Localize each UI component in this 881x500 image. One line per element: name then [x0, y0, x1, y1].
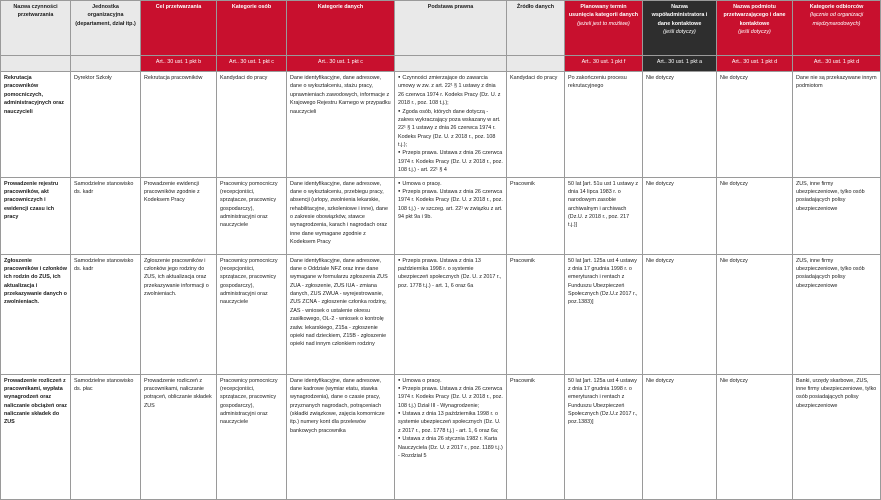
- header-recipients: Kategorie odbiorców (łącznie od organizacji międzynarodowych): [793, 1, 881, 56]
- art-cell: Art.. 30 ust. 1 pkt d: [717, 56, 793, 72]
- art-cell: Art.. 30 ust. 1 pkt f: [565, 56, 643, 72]
- cell-legal-basis[interactable]: [395, 177, 507, 254]
- table-row: [1, 177, 881, 254]
- art-cell: [71, 56, 141, 72]
- cell-legal-basis[interactable]: [395, 72, 507, 178]
- article-row: [1, 56, 881, 72]
- cell-process[interactable]: Zgłoszenie pracowników i członków ich rodzin do ZUS, ich aktualizacja i przekazywanie danych o zwolnieniach.: [1, 254, 71, 374]
- cell-recipients[interactable]: Dane nie są przekazywane innym podmiotom: [793, 72, 881, 178]
- cell-processor[interactable]: Nie dotyczy: [717, 72, 793, 178]
- art-cell: Art.. 30 ust. 1 pkt d: [793, 56, 881, 72]
- header-data-categories: Kategorie danych: [287, 1, 395, 56]
- art-cell: Art.. 30 ust. 1 pkt c: [217, 56, 287, 72]
- cell-persons[interactable]: Pracownicy pomocniczy (recepcjoniści, sprzątacze, pracownicy gospodarczy), administracyjni oraz nauczyciele: [217, 177, 287, 254]
- cell-data-categories[interactable]: Dane identyfikacyjne, dane adresowe, dane o wykształceniu, stażu pracy, uprawnieniach zawodowych, informacje z Krajowego Rejestru Karnego w przypadku nauczycieli: [287, 72, 395, 178]
- header-deletion: Planowany termin usunięcia kategorii danych (jeżeli jest to możliwe): [565, 1, 643, 56]
- header-coadmin: Nazwa współadministratora i dane kontaktowe (jeśli dotyczy): [643, 1, 717, 56]
- header-row: [1, 1, 881, 56]
- legal-item: ● Zgoda osób, których dane dotyczą - zakres wykraczający poza wskazany w art. 22¹ § 1 ustawy z dnia 26 czerwca 1974 r. Kodeks Pracy (Dz. U. z 2018 r., poz. 108 t.j.);: [398, 108, 503, 150]
- art-cell: [395, 56, 507, 72]
- cell-recipients[interactable]: Banki, urzędy skarbowe, ZUS, inne firmy ubezpieczeniowe, tylko osób posiadających polisy ubezpieczeniowe: [793, 374, 881, 499]
- art-cell: [507, 56, 565, 72]
- cell-coadmin[interactable]: Nie dotyczy: [643, 177, 717, 254]
- cell-persons[interactable]: Kandydaci do pracy: [217, 72, 287, 178]
- cell-process[interactable]: Prowadzenie rozliczeń z pracownikami, wypłata wynagrodzeń oraz naliczanie obciążeń oraz naliczanie składek do ZUS: [1, 374, 71, 499]
- cell-coadmin[interactable]: Nie dotyczy: [643, 374, 717, 499]
- art-cell: Art.. 30 ust. 1 pkt c: [287, 56, 395, 72]
- header-unit: Jednostka organizacyjna (departament, dział itp.): [71, 1, 141, 56]
- header-persons: Kategorie osób: [217, 1, 287, 56]
- legal-item: ● Przepis prawa. Ustawa z dnia 13 października 1998 r. o systemie ubezpieczeń społecznych (Dz. U. z 2017 r., poz. 1778 t.j.) - art. 1, 6 oraz 6a: [398, 257, 503, 291]
- cell-coadmin[interactable]: Nie dotyczy: [643, 254, 717, 374]
- cell-data-categories[interactable]: Dane identyfikacyjne, dane adresowe, dane o Oddziale NFZ oraz inne dane wymagane w formularzu zgłoszenia ZUS ZUA - zgłoszenie, ZUS IUA - zmiana danych, ZUS ZWUA - wyrejestrowanie, ZUS ZCNA - zgłoszenie członka rodziny, ZAS - wniosek o ustalenie okresu zasiłkowego, OL-2 - wniosek o kontrolę zaśw. lekarskiego, Z15a - zgłoszenie opieki nad dzieckiem, Z15B - zgłoszenie opieki nad innym członkiem rodziny: [287, 254, 395, 374]
- legal-item: ● Umowa o pracę.: [398, 180, 503, 188]
- header-processor: Nazwa podmiotu przetwarzającego i dane kontaktowe (jeśli dotyczy): [717, 1, 793, 56]
- cell-data-categories[interactable]: Dane identyfikacyjne, dane adresowe, dane o wykształceniu, przebiegu pracy, absencji (urlopy, zwolnienia lekarskie, rehabilitacyjne, szkoleniowe i inne), dane o zakresie obowiązków, stawce wynagrodzenia, karach i nagrodach oraz inne dane wymagane zgodnie z Kodeksem Pracy: [287, 177, 395, 254]
- table-row: [1, 72, 881, 178]
- cell-recipients[interactable]: ZUS, inne firmy ubezpieczeniowe, tylko osób posiadających polisy ubezpieczeniowe: [793, 254, 881, 374]
- cell-unit[interactable]: Samodzielne stanowisko ds. płac: [71, 374, 141, 499]
- table-row: [1, 374, 881, 499]
- cell-purpose[interactable]: Prowadzenie ewidencji pracowników zgodnie z Kodeksem Pracy: [141, 177, 217, 254]
- cell-data-categories[interactable]: Dane identyfikacyjne, dane adresowe, dane kadrowe (wymiar etatu, stawka wynagrodzenia), dane o czasie pracy, przyznanych nagrodach, potrąceniach (składki związkowe, zajęcia komornicze itp.) numery kont dla przelewów bankowych pracownika: [287, 374, 395, 499]
- cell-persons[interactable]: Pracownicy pomocniczy (recepcjoniści, sprzątacze, pracownicy gospodarczy), administracyjni oraz nauczyciele: [217, 374, 287, 499]
- cell-process[interactable]: Prowadzenie rejestru pracowników, akt pracowniczych i ewidencji czasu ich pracy: [1, 177, 71, 254]
- cell-process[interactable]: Rekrutacja pracowników pomocniczych, administracyjnych oraz nauczycieli: [1, 72, 71, 178]
- legal-item: ● Przepis prawa. Ustawa z dnia 26 czerwca 1974 r. Kodeks Pracy (Dz. U. z 2018 r., poz. 108 t.j.) Dział III - Wynagrodzenie;: [398, 385, 503, 410]
- cell-processor[interactable]: Nie dotyczy: [717, 177, 793, 254]
- cell-purpose[interactable]: Rekrutacja pracowników: [141, 72, 217, 178]
- legal-item: ● Umowa o pracę.: [398, 377, 503, 385]
- cell-persons[interactable]: Pracownicy pomocniczy (recepcjoniści, sprzątacze, pracownicy gospodarczy), administracyjni oraz nauczyciele: [217, 254, 287, 374]
- cell-deletion[interactable]: 50 lat [art. 125a ust 4 ustawy z dnia 17 grudnia 1998 r. o emeryturach i rentach z Funduszu Ubezpieczeń Społecznych (Dz.U.z 2017 r., poz.1383)]: [565, 254, 643, 374]
- cell-source[interactable]: Pracownik: [507, 374, 565, 499]
- cell-unit[interactable]: Samodzielne stanowisko ds. kadr: [71, 177, 141, 254]
- legal-item: ● Przepis prawa. Ustawa z dnia 26 czerwca 1974 r. Kodeks Pracy (Dz. U. z 2018 r., poz. 108 t.j.) - w szczeg. art. 22¹ w związku z art. 94 pkt 9a i 9b.: [398, 188, 503, 222]
- cell-coadmin[interactable]: Nie dotyczy: [643, 72, 717, 178]
- art-cell: Art.. 30 ust. 1 pkt b: [141, 56, 217, 72]
- legal-item: ● Przepis prawa. Ustawa z dnia 26 czerwca 1974 r. Kodeks Pracy (Dz. U. z 2018 r., poz. 108 t.j.) - art. 22¹ § 4: [398, 149, 503, 174]
- cell-unit[interactable]: Samodzielne stanowisko ds. kadr: [71, 254, 141, 374]
- header-process: Nazwa czynności przetwarzania: [1, 1, 71, 56]
- header-source: Źródło danych: [507, 1, 565, 56]
- legal-item: ● Ustawa z dnia 26 stycznia 1982 r. Karta Nauczyciela (Dz. U. z 2017 r., poz. 1189 t.j.) - Rozdział 5: [398, 435, 503, 460]
- legal-item: ● Ustawa z dnia 13 października 1998 r. o systemie ubezpieczeń społecznych (Dz. U. z 2017 r., poz. 1778 t.j.) - art. 1, 6 oraz 6a;: [398, 410, 503, 435]
- cell-legal-basis[interactable]: [395, 374, 507, 499]
- header-purpose: Cel przetwarzania: [141, 1, 217, 56]
- cell-purpose[interactable]: Prowadzenie rozliczeń z pracownikami, naliczanie potrąceń, obliczanie składek ZUS: [141, 374, 217, 499]
- cell-processor[interactable]: Nie dotyczy: [717, 374, 793, 499]
- cell-deletion[interactable]: 50 lat [art. 125a ust 4 ustawy z dnia 17 grudnia 1998 r. o emeryturach i rentach z Funduszu Ubezpieczeń Społecznych (Dz.U.z 2017 r., poz.1383)]: [565, 374, 643, 499]
- art-cell: [1, 56, 71, 72]
- cell-unit[interactable]: Dyrektor Szkoły: [71, 72, 141, 178]
- cell-recipients[interactable]: ZUS, inne firmy ubezpieczeniowe, tylko osób posiadających polisy ubezpieczeniowe: [793, 177, 881, 254]
- cell-deletion[interactable]: Po zakończeniu procesu rekrutacyjnego: [565, 72, 643, 178]
- legal-item: ● Czynności zmierzające do zawarcia umowy w zw. z art. 22¹ § 1 ustawy z dnia 26 czerwca 1974 r. Kodeks Pracy (Dz. U. z 2018 r., poz. 108 t.j.);: [398, 74, 503, 108]
- cell-processor[interactable]: Nie dotyczy: [717, 254, 793, 374]
- cell-purpose[interactable]: Zgłoszenie pracowników i członków jego rodziny do ZUS, ich aktualizacja oraz przekazywanie informacji o zwolnieniach.: [141, 254, 217, 374]
- cell-source[interactable]: Pracownik: [507, 254, 565, 374]
- cell-legal-basis[interactable]: [395, 254, 507, 374]
- art-cell: Art.. 30 ust. 1 pkt a: [643, 56, 717, 72]
- cell-source[interactable]: Kandydaci do pracy: [507, 72, 565, 178]
- header-legal-basis: Podstawa prawna: [395, 1, 507, 56]
- cell-deletion[interactable]: 50 lat [art. 51u ust 1 ustawy z dnia 14 lipca 1983 r. o narodowym zasobie archiwalnym i archiwach (Dz.U. z 2018 r., poz. 217 t.j.)]: [565, 177, 643, 254]
- table-row: [1, 254, 881, 374]
- cell-source[interactable]: Pracownik: [507, 177, 565, 254]
